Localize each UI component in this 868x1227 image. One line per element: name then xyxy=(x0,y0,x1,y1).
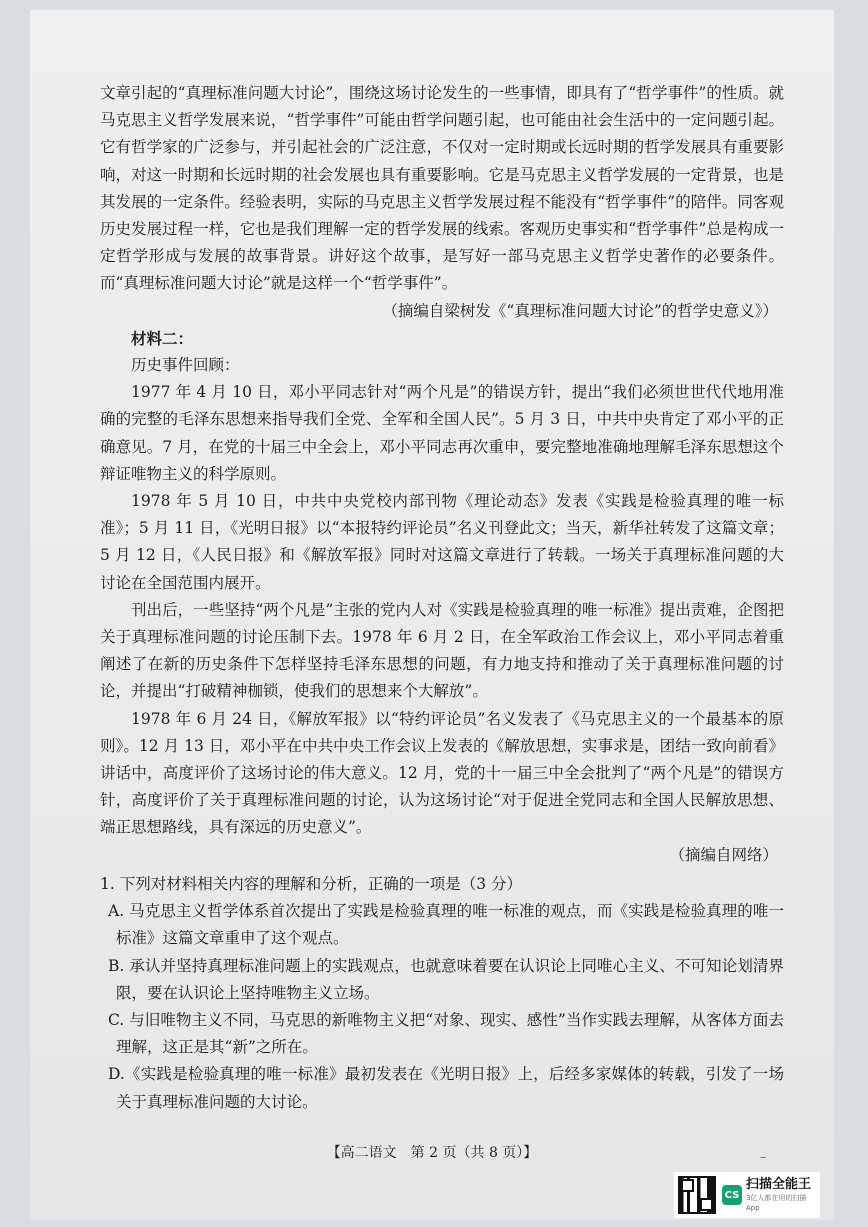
scanner-subtitle: 3亿人都在用的扫描App xyxy=(745,1194,807,1212)
passage-body xyxy=(100,80,784,1116)
history-review-label: 历史事件回顾： xyxy=(131,356,240,375)
passage-paragraph-2: 1977 年 4 月 10 日，邓小平同志针对“两个凡是”的错误方针，提出“我们必须世世代代地用准确的完整的毛泽东思想来指导我们全党、全军和全国人民”。5 月 3 日，中共中央肯定了邓小平的正确意见。7 月，在党的十届三中全会上，邓小平同志再次重申，要完整地准确地理解毛泽东思想这个辩证唯物主义的科学原则。 xyxy=(100,383,784,483)
scanner-watermark xyxy=(674,1172,820,1218)
passage-paragraph-5: 1978 年 6 月 24 日，《解放军报》以“特约评论员”名义发表了《马克思主义的一个最基本的原则》。12 月 13 日，邓小平在中共中央工作会议上发表的《解放思想，实事求是，团结一致向前看》讲话中，高度评价了这场讨论的伟大意义。12 月，党的十一届三中全会批判了“两个凡是”的错误方针，高度评价了关于真理标准问题的讨论，认为这场讨论“对于促进全党同志和全国人民解放思想、端正思想路线，具有深远的历史意义”。 xyxy=(100,709,784,837)
exam-page xyxy=(30,10,834,1220)
passage-paragraph-1: 文章引起的“真理标准问题大讨论”，围绕这场讨论发生的一些事情，即具有了“哲学事件”的性质。就马克思主义哲学发展来说，“哲学事件”可能由哲学问题引起，也可能由社会生活中的一定问题引起。它有哲学家的广泛参与，并引起社会的广泛注意，不仅对一定时期或长远时期的哲学发展具有重要影响，对这一时期和长远时期的社会发展也具有重要影响。它是马克思主义哲学发展的一定背景，也是其发展的一定条件。经验表明，实际的马克思主义哲学发展过程不能没有“哲学事件”的陪伴。同客观历史发展过程一样，它也是我们理解一定的哲学发展的线索。客观历史事实和“哲学事件”总是构成一定哲学形成与发展的故事背景。讲好这个故事，是写好一部马克思主义哲学史著作的必要条件。而“真理标准问题大讨论”就是这样一个“哲学事件”。 xyxy=(100,84,784,293)
question-1-option-d[interactable]: D.《实践是检验真理的唯一标准》最初发表在《光明日报》上，后经多家媒体的转载，引发了一场关于真理标准问题的大讨论。 xyxy=(108,1065,784,1111)
passage-paragraph-4: 刊出后，一些坚持“两个凡是”主张的党内人对《实践是检验真理的唯一标准》提出责难，企图把关于真理标准问题的讨论压制下去。1978 年 6 月 2 日，在全军政治工作会议上，邓小平同志着重阐述了在新的历史条件下怎样坚持毛泽东思想的问题，有力地支持和推动了关于真理标准问题的讨论，并提出“打破精神枷锁，使我们的思想来个大解放”。 xyxy=(100,600,784,701)
source-citation-2: （摘编自网络） xyxy=(669,845,778,864)
footer-dash: – xyxy=(760,1150,766,1164)
passage-paragraph-3: 1978 年 5 月 10 日，中共中央党校内部刊物《理论动态》发表《实践是检验真理的唯一标准》；5 月 11 日，《光明日报》以“本报特约评论员”名义刊登此文；当天，新华社转发了这篇文章；5 月 12 日，《人民日报》和《解放军报》同时对这篇文章进行了转载。一场关于真理标准问题的大讨论在全国范围内展开。 xyxy=(100,492,784,592)
material-2-heading: 材料二： xyxy=(131,328,194,348)
qr-code-icon xyxy=(678,1176,716,1214)
scanner-title: 扫描全能王 xyxy=(745,1177,811,1192)
scanner-text xyxy=(746,1177,820,1213)
question-1 xyxy=(100,871,784,1116)
question-1-option-c[interactable]: C. 与旧唯物主义不同，马克思的新唯物主义把“对象、现实、感性”当作实践去理解，从客体方面去理解，这正是其“新”之所在。 xyxy=(108,1010,784,1057)
page-footer: 【高二语文 第 2 页（共 8 页）】 xyxy=(326,1145,538,1161)
camscanner-logo-icon: CS xyxy=(722,1185,742,1205)
question-1-option-a[interactable]: A. 马克思主义哲学体系首次提出了实践是检验真理的唯一标准的观点，而《实践是检验真理的唯一标准》这篇文章重申了这个观点。 xyxy=(108,902,784,948)
question-1-option-b[interactable]: B. 承认并坚持真理标准问题上的实践观点，也就意味着要在认识论上同唯心主义、不可知论划清界限，要在认识论上坚持唯物主义立场。 xyxy=(108,956,784,1002)
question-1-stem: 1. 下列对材料相关内容的理解和分析，正确的一项是（3 分） xyxy=(100,874,523,893)
source-citation-1: （摘编自梁树发《“真理标准问题大讨论”的哲学史意义》） xyxy=(382,301,778,320)
